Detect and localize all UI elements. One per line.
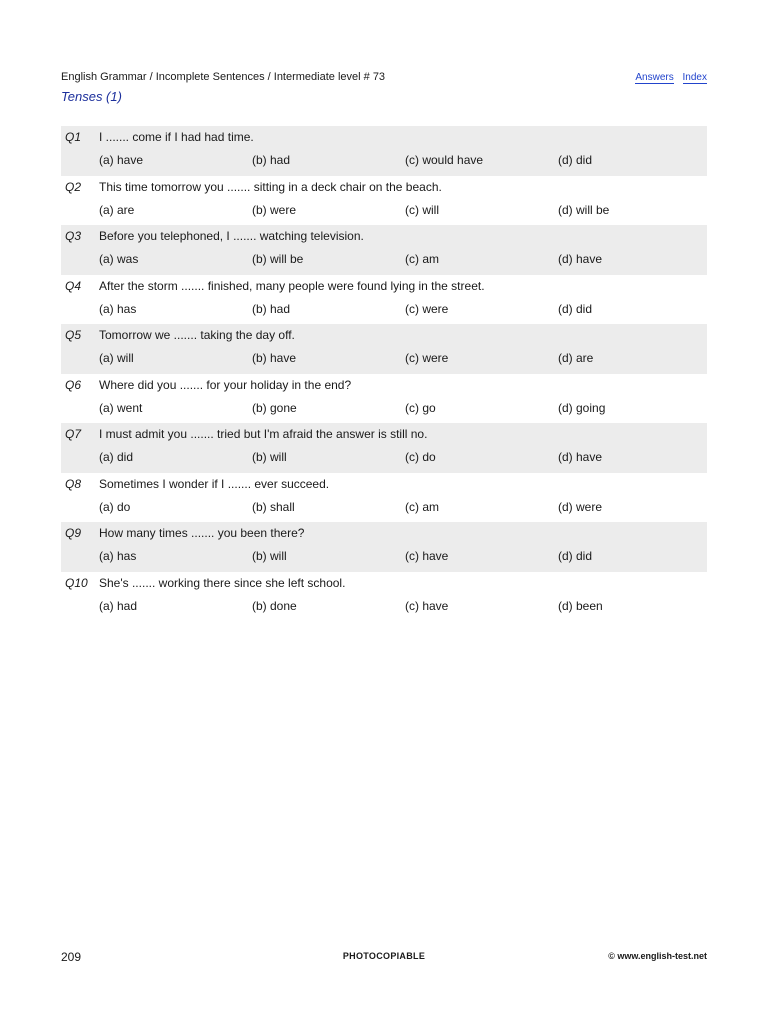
question-text: How many times ....... you been there? bbox=[99, 526, 305, 540]
option-a[interactable]: (a) was bbox=[99, 252, 139, 266]
question-number: Q4 bbox=[65, 278, 82, 293]
question-number: Q6 bbox=[65, 377, 82, 392]
breadcrumb: English Grammar / Incomplete Sentences / Intermediate level # 73 bbox=[61, 71, 386, 83]
option-b[interactable]: (b) were bbox=[252, 202, 297, 217]
option-b[interactable]: (b) shall bbox=[252, 499, 295, 514]
option-d[interactable]: (d) will be bbox=[558, 202, 610, 217]
option-d[interactable]: (d) are bbox=[558, 351, 594, 365]
question-number: Q5 bbox=[65, 328, 82, 342]
option-c[interactable]: (c) were bbox=[405, 301, 449, 316]
option-b[interactable]: (b) will be bbox=[252, 252, 304, 266]
answer-options bbox=[99, 203, 699, 217]
question-row bbox=[61, 572, 707, 622]
page-title: Tenses (1) bbox=[61, 89, 122, 104]
answer-options bbox=[99, 599, 699, 613]
question-text: Tomorrow we ....... taking the day off. bbox=[99, 328, 295, 342]
question-row bbox=[61, 423, 707, 473]
question-number: Q2 bbox=[65, 179, 82, 194]
question-text: She's ....... working there since she left school. bbox=[99, 575, 346, 590]
page-footer bbox=[61, 950, 707, 966]
answer-options bbox=[99, 500, 699, 514]
option-a[interactable]: (a) will bbox=[99, 351, 134, 365]
option-c[interactable]: (c) go bbox=[405, 400, 436, 415]
option-c[interactable]: (c) do bbox=[405, 450, 436, 464]
option-a[interactable]: (a) went bbox=[99, 400, 143, 415]
answer-options bbox=[99, 401, 699, 415]
option-a[interactable]: (a) do bbox=[99, 499, 131, 514]
question-list bbox=[61, 126, 707, 621]
question-row bbox=[61, 176, 707, 226]
option-b[interactable]: (b) done bbox=[252, 598, 297, 613]
option-b[interactable]: (b) have bbox=[252, 351, 297, 365]
question-text: After the storm ....... finished, many people were found lying in the street. bbox=[99, 278, 485, 293]
option-a[interactable]: (a) has bbox=[99, 301, 137, 316]
option-b[interactable]: (b) will bbox=[252, 450, 287, 464]
question-row bbox=[61, 275, 707, 325]
question-row bbox=[61, 225, 707, 275]
option-d[interactable]: (d) have bbox=[558, 450, 603, 464]
question-number: Q3 bbox=[65, 229, 82, 243]
option-a[interactable]: (a) did bbox=[99, 450, 134, 464]
question-number: Q7 bbox=[65, 427, 82, 441]
page-header bbox=[61, 70, 707, 105]
option-b[interactable]: (b) gone bbox=[252, 400, 297, 415]
page-number: 209 bbox=[61, 950, 82, 964]
option-d[interactable]: (d) been bbox=[558, 598, 603, 613]
question-text: Before you telephoned, I ....... watching television. bbox=[99, 229, 364, 243]
question-number: Q1 bbox=[65, 130, 82, 144]
copyright-notice: © www.english-test.net bbox=[608, 951, 707, 961]
question-row bbox=[61, 374, 707, 424]
question-row bbox=[61, 324, 707, 374]
answers-link[interactable]: Answers bbox=[635, 72, 674, 83]
option-b[interactable]: (b) had bbox=[252, 301, 291, 316]
question-text: Where did you ....... for your holiday in the end? bbox=[99, 377, 352, 392]
top-links bbox=[629, 72, 707, 83]
question-text: I ....... come if I had had time. bbox=[99, 130, 254, 144]
option-d[interactable]: (d) going bbox=[558, 400, 606, 415]
option-c[interactable]: (c) would have bbox=[405, 153, 484, 167]
option-d[interactable]: (d) did bbox=[558, 153, 593, 167]
answer-options bbox=[99, 549, 699, 563]
question-row bbox=[61, 522, 707, 572]
option-c[interactable]: (c) were bbox=[405, 351, 449, 365]
answer-options bbox=[99, 153, 699, 167]
question-number: Q9 bbox=[65, 526, 82, 540]
index-link[interactable]: Index bbox=[682, 72, 707, 83]
question-text: I must admit you ....... tried but I'm afraid the answer is still no. bbox=[99, 427, 428, 441]
option-b[interactable]: (b) will bbox=[252, 549, 287, 563]
option-c[interactable]: (c) have bbox=[405, 598, 449, 613]
option-c[interactable]: (c) have bbox=[405, 549, 449, 563]
option-d[interactable]: (d) have bbox=[558, 252, 603, 266]
option-d[interactable]: (d) did bbox=[558, 301, 593, 316]
option-a[interactable]: (a) are bbox=[99, 202, 135, 217]
option-c[interactable]: (c) am bbox=[405, 499, 439, 514]
option-d[interactable]: (d) were bbox=[558, 499, 603, 514]
option-a[interactable]: (a) have bbox=[99, 153, 144, 167]
option-b[interactable]: (b) had bbox=[252, 153, 291, 167]
question-text: Sometimes I wonder if I ....... ever succeed. bbox=[99, 476, 330, 491]
photocopiable-label: PHOTOCOPIABLE bbox=[342, 951, 426, 961]
question-number: Q8 bbox=[65, 476, 82, 491]
answer-options bbox=[99, 351, 699, 365]
option-c[interactable]: (c) am bbox=[405, 252, 439, 266]
question-number: Q10 bbox=[65, 575, 88, 590]
question-text: This time tomorrow you ....... sitting in a deck chair on the beach. bbox=[99, 179, 442, 194]
option-d[interactable]: (d) did bbox=[558, 549, 593, 563]
answer-options bbox=[99, 450, 699, 464]
answer-options bbox=[99, 252, 699, 266]
question-row bbox=[61, 126, 707, 176]
option-a[interactable]: (a) had bbox=[99, 598, 138, 613]
question-row bbox=[61, 473, 707, 523]
answer-options bbox=[99, 302, 699, 316]
option-c[interactable]: (c) will bbox=[405, 202, 439, 217]
option-a[interactable]: (a) has bbox=[99, 549, 137, 563]
